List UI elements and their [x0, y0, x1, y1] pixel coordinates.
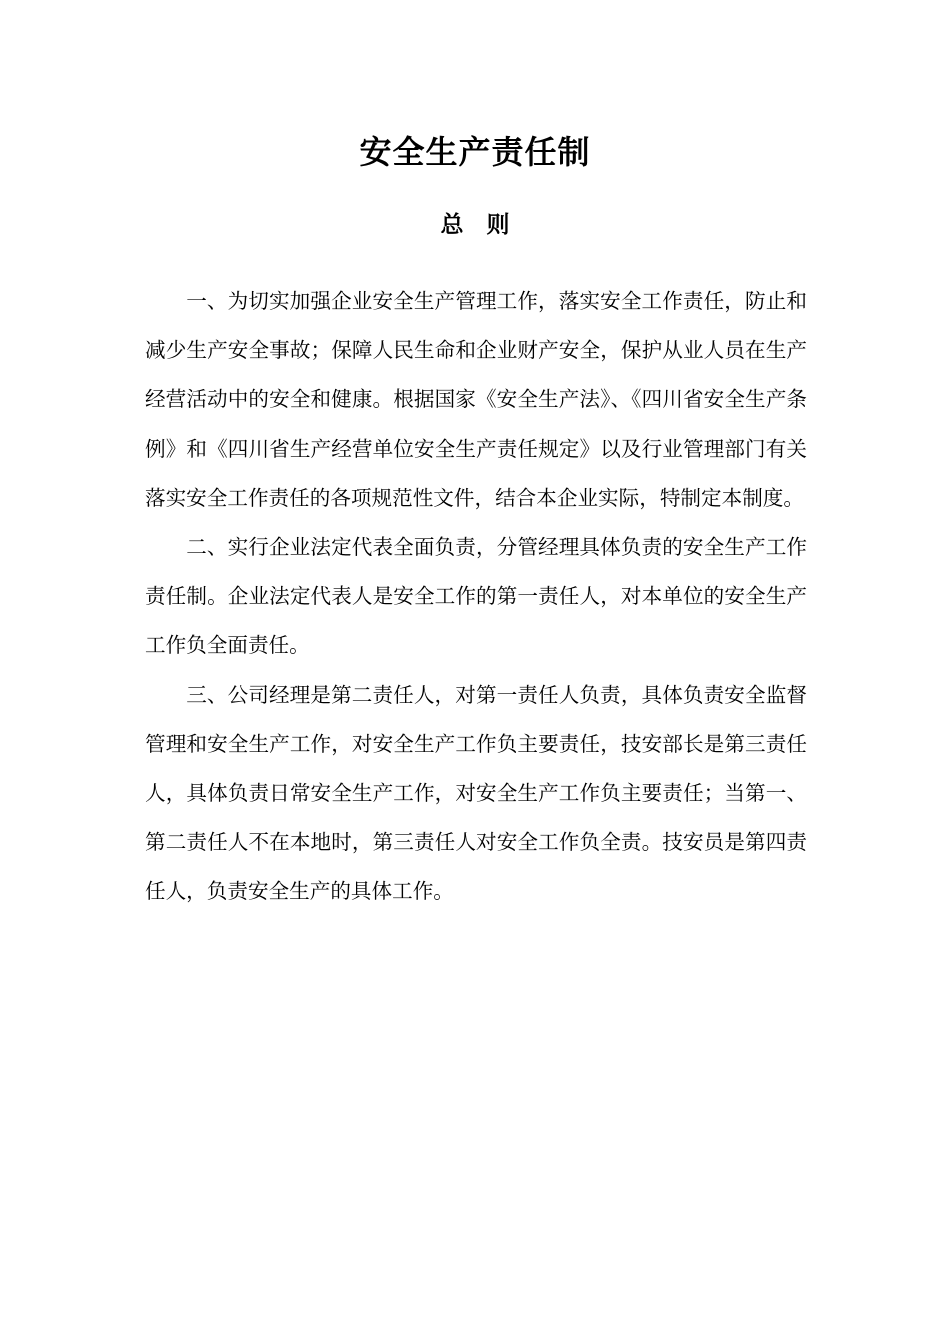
- document-title: 安全生产责任制: [359, 133, 591, 171]
- paragraph-1: 一、为切实加强企业安全生产管理工作，落实安全工作责任，防止和减少生产安全事故；保障人民生命和企业财产安全，保护从业人员在生产经营活动中的安全和健康。根据国家《安全生产法》、《四川省安全生产条例》和《四川省生产经营单位安全生产责任规定》以及行业管理部门有关落实安全工作责任的各项规范性文件，结合本企业实际，特制定本制度。: [145, 289, 807, 510]
- paragraph-3: 三、公司经理是第二责任人，对第一责任人负责，具体负责安全监督管理和安全生产工作，对安全生产工作负主要责任，技安部长是第三责任人，具体负责日常安全生产工作，对安全生产工作负主要责任；当第一、第二责任人不在本地时，第三责任人对安全工作负全责。技安员是第四责任人，负责安全生产的具体工作。: [145, 682, 807, 904]
- section-heading: 总 则: [440, 212, 510, 238]
- paragraph-2: 二、实行企业法定代表全面负责，分管经理具体负责的安全生产工作责任制。企业法定代表人是安全工作的第一责任人，对本单位的安全生产工作负全面责任。: [145, 535, 807, 658]
- document-body: [145, 277, 807, 917]
